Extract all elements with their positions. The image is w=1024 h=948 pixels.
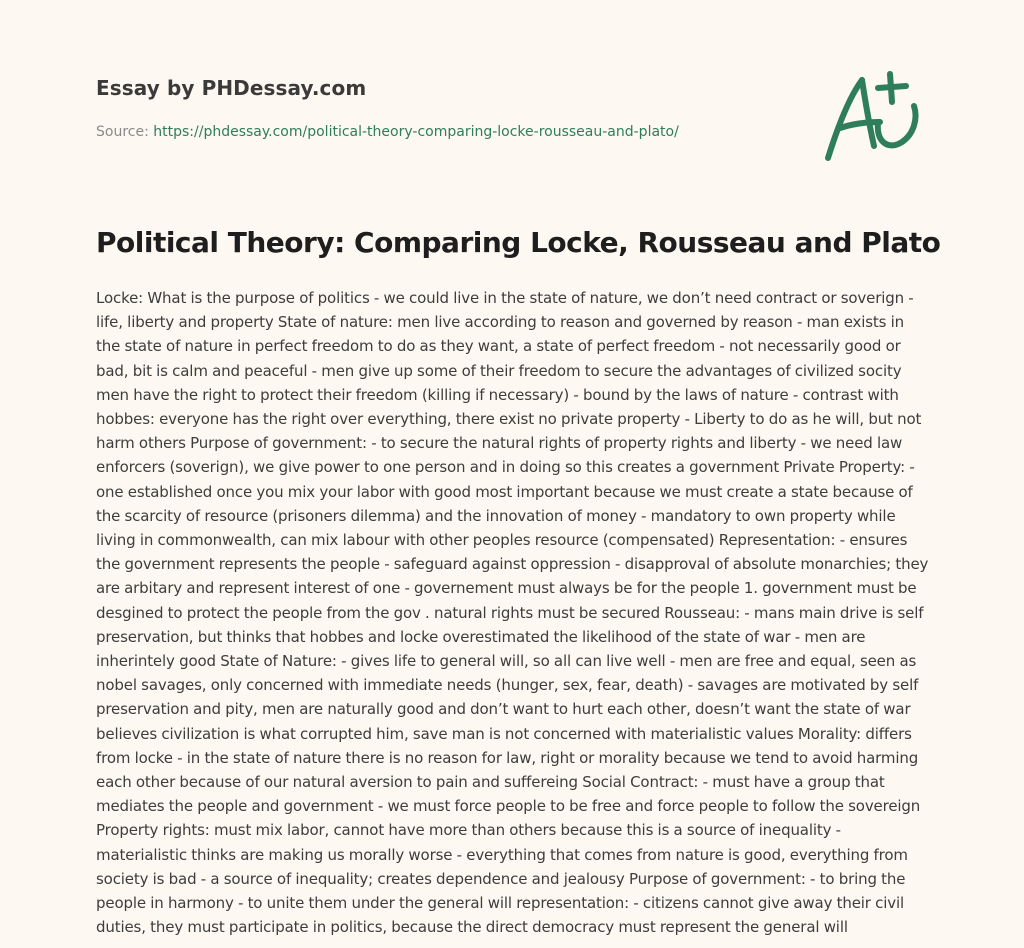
source-line: [96, 124, 796, 140]
essay-header: [96, 76, 796, 140]
a-plus-logo-icon: [818, 66, 928, 166]
site-title: Essay by PHDessay.com: [96, 76, 367, 100]
source-link[interactable]: https://phdessay.com/political-theory-comparing-locke-rousseau-and-plato/: [153, 124, 679, 140]
essay-body-text: Locke: What is the purpose of politics - we could live in the state of nature, we don’t need contract or soverign - life, liberty and property State of nature: men live according to reason and governed by reason - man exists in the state of nature in perfect freedom to do as they want, a state of perfect freedom - not necessarily good or bad, bit is calm and peaceful - men give up some of their freedom to secure the advantages of civilized socity men have the right to protect their freedom (killing if necessary) - bound by the laws of nature - contrast with hobbes: everyone has the right over everything, there exist no private property - Liberty to do as he will, but not harm others Purpose of government: - to secure the natural rights of property rights and liberty - we need law enforcers (soverign), we give power to one person and in doing so this creates a government Private Property: - one established once you mix your labor with good most important because we must create a state because of the scarcity of resource (prisoners dilemma) and the innovation of money - mandatory to own property while living in commonwealth, can mix labour with other peoples resource (compensated) Representation: - ensures the government represents the people - safeguard against oppression - disapproval of absolute monarchies; they are arbitary and represent interest of one - governement must always be for the people 1. government must be desgined to protect the people from the gov . natural rights must be secured Rousseau: - mans main drive is self preservation, but thinks that hobbes and locke overestimated the likelihood of the state of war - men are inherintely good State of Nature: - gives life to general will, so all can live well - men are free and equal, seen as nobel savages, only concerned with immediate needs (hunger, sex, fear, death) - savages are motivated by self preservation and pity, men are naturally good and don’t want to hurt each other, doesn’t want the state of war believes civilization is what corrupted him, save man is not concerned with materialistic values Morality: differs from locke - in the state of nature there is no reason for law, right or morality because we tend to avoid harming each other because of our natural aversion to pain and suffereing Social Contract: - must have a group that mediates the people and government - we must force people to be free and force people to follow the sovereign Property rights: must mix labor, cannot have more than others because this is a source of inequality - materialistic thinks are making us morally worse - everything that comes from nature is good, everything from society is bad - a source of inequality; creates dependence and jealousy Purpose of government: - to bring the people in harmony - to unite them under the general will representation: - citizens cannot give away their civil duties, they must participate in politics, because the direct democracy must represent the general will: [96, 289, 929, 937]
essay-title: Political Theory: Comparing Locke, Rousseau and Plato: [96, 226, 941, 259]
source-label: Source:: [96, 124, 149, 140]
